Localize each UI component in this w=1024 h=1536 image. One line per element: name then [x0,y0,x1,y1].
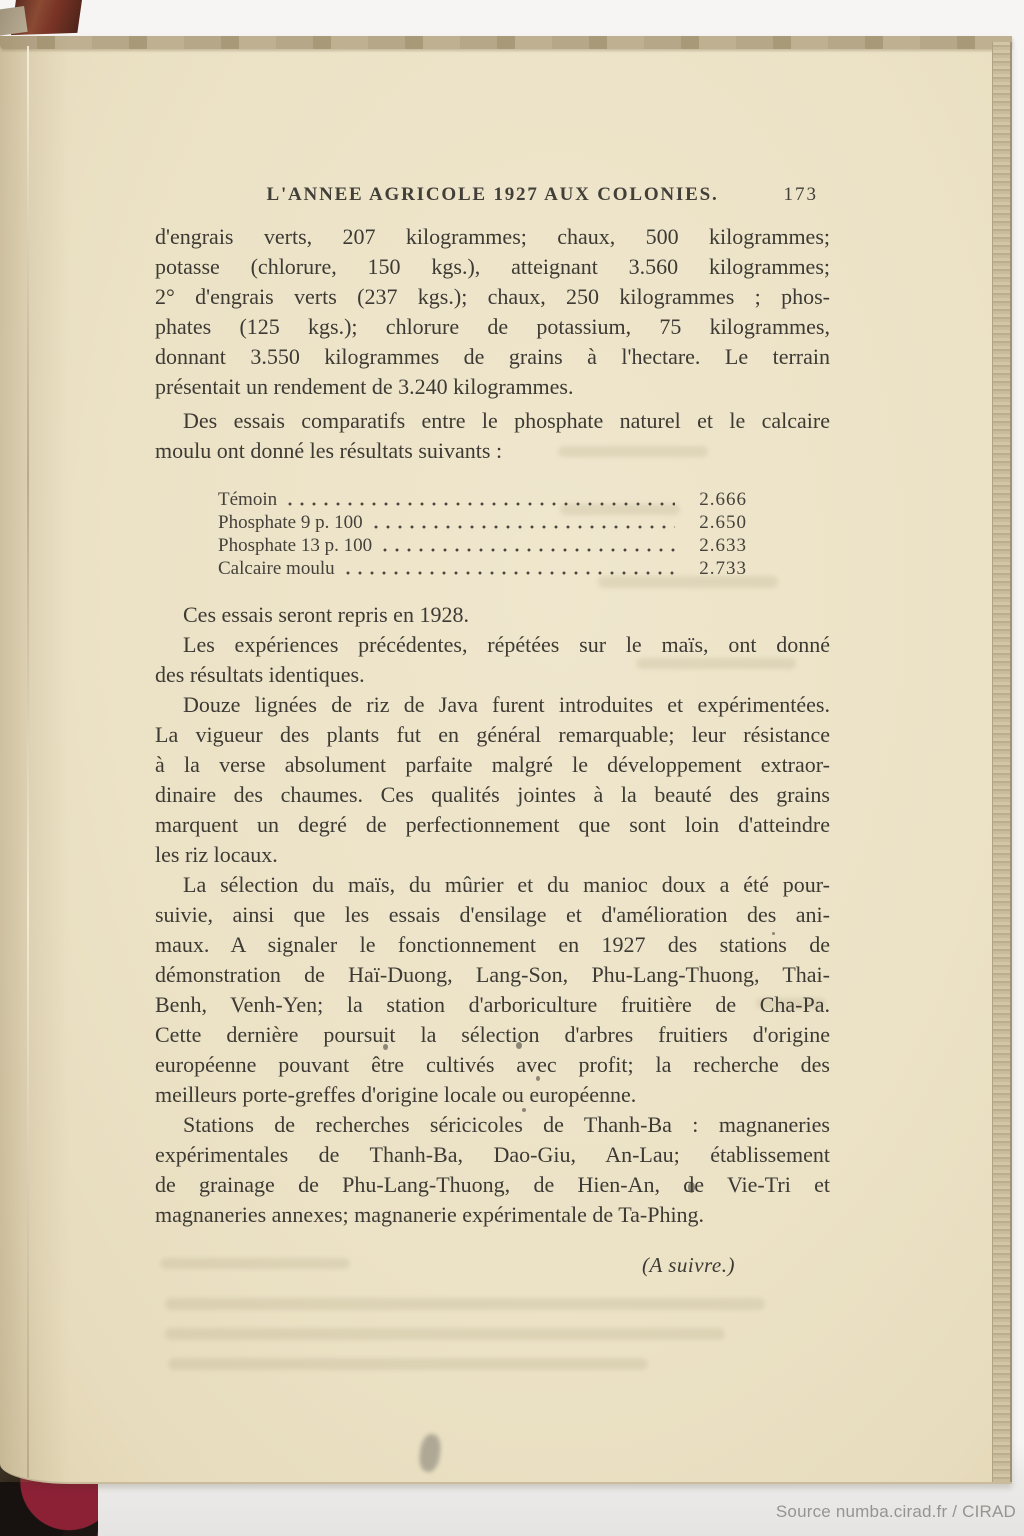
text-line: moulu ont donné les résultats suivants : [155,438,503,463]
smudge-mark [417,1433,442,1473]
text-line: les riz locaux. [155,842,278,867]
text-line: dinaire des chaumes. Ces qualités jointes à la beauté des grains [155,782,830,807]
text-line: européenne pouvant être cultivés avec profit; la recherche des [155,1052,830,1077]
text-line: Cette dernière poursuit la sélection d'arbres fruitiers d'origine [155,1022,830,1047]
table-label: Témoin [218,489,278,510]
table-value: 2.733 [699,558,747,579]
table-value: 2.633 [699,535,747,556]
running-head [155,184,830,206]
text-line: La vigueur des plants fut en général remarquable; leur résistance [155,722,830,747]
text-line: d'engrais verts, 207 kilogrammes; chaux, 500 kilogrammes; [155,224,830,249]
dot-leader [284,502,675,506]
text-line: Les expériences précédentes, répétées sur le maïs, ont donné [183,632,830,657]
table-row [218,534,747,557]
book-board-edge [0,6,28,36]
page-number: 173 [783,184,818,205]
text-line: marquent un degré de perfectionnement que sont loin d'atteindre [155,812,830,837]
closing-line: (A suivre.) [642,1253,735,1277]
table-label: Phosphate 13 p. 100 [218,535,373,556]
dot-leader [370,525,675,529]
text-line: Stations de recherches séricicoles de Thanh-Ba : magnaneries [183,1112,830,1137]
text-line: démonstration de Haï-Duong, Lang-Son, Phu-Lang-Thuong, Thai- [155,962,830,987]
text-line: Des essais comparatifs entre le phosphate naturel et le calcaire [183,408,830,433]
show-through-mark [165,1298,765,1310]
body-paragraph [155,690,830,870]
table-label: Calcaire moulu [218,558,335,579]
text-line: potasse (chlorure, 150 kgs.), atteignant 3.560 kilogrammes; [155,254,830,279]
text-line: à la verse absolument parfaite malgré le développement extraor- [155,752,830,777]
body-paragraph [155,222,830,402]
show-through-mark [168,1358,648,1370]
text-line: Ces essais seront repris en 1928. [183,602,469,627]
results-table [218,488,747,580]
dot-leader [379,548,675,552]
scanned-book-page [0,36,1012,1484]
deckle-edge-top [0,36,1012,49]
text-line: maux. A signaler le fonctionnement en 1927 des stations de [155,932,830,957]
dot-leader [342,571,675,575]
table-label: Phosphate 9 p. 100 [218,512,363,533]
deckle-edge-right [992,42,1012,1482]
text-line: de grainage de Phu-Lang-Thuong, de Hien-An, de Vie-Tri et [155,1172,830,1197]
show-through-mark [165,1328,725,1340]
gutter-shadow [0,36,70,1482]
text-line: présentait un rendement de 3.240 kilogrammes. [155,374,574,399]
text-line: meilleurs porte-greffes d'origine locale ou européenne. [155,1082,637,1107]
text-line: des résultats identiques. [155,662,365,687]
table-value: 2.650 [699,512,747,533]
text-line: donnant 3.550 kilogrammes de grains à l'hectare. Le terrain [155,344,830,369]
text-line: Benh, Venh-Yen; la station d'arboriculture fruitière de Cha-Pa. [155,992,830,1017]
body-paragraph [155,406,830,466]
table-value: 2.666 [699,489,747,510]
gutter-crease-line [27,46,29,1478]
body-paragraph [155,600,830,630]
text-line: suivie, ainsi que les essais d'ensilage et d'amélioration des ani- [155,902,830,927]
source-watermark: Source numba.cirad.fr / CIRAD [775,1502,1016,1521]
body-paragraph [155,630,830,690]
table-row [218,557,747,580]
text-line: phates (125 kgs.); chlorure de potassium, 75 kilogrammes, [155,314,830,339]
body-paragraph [155,1110,830,1230]
body-paragraph [155,870,830,1110]
text-line: 2° d'engrais verts (237 kgs.); chaux, 250 kilogrammes ; phos- [155,284,830,309]
text-line: Douze lignées de riz de Java furent introduites et expérimentées. [183,692,830,717]
text-line: expérimentales de Thanh-Ba, Dao-Giu, An-Lau; établissement [155,1142,830,1167]
text-line: magnaneries annexes; magnanerie expérimentale de Ta-Phing. [155,1202,705,1227]
page-header-title: L'ANNEE AGRICOLE 1927 AUX COLONIES. [266,184,719,205]
page-text-block [155,184,830,1280]
table-row [218,488,747,511]
table-row [218,511,747,534]
text-line: La sélection du maïs, du mûrier et du manioc doux a été pour- [183,872,830,897]
